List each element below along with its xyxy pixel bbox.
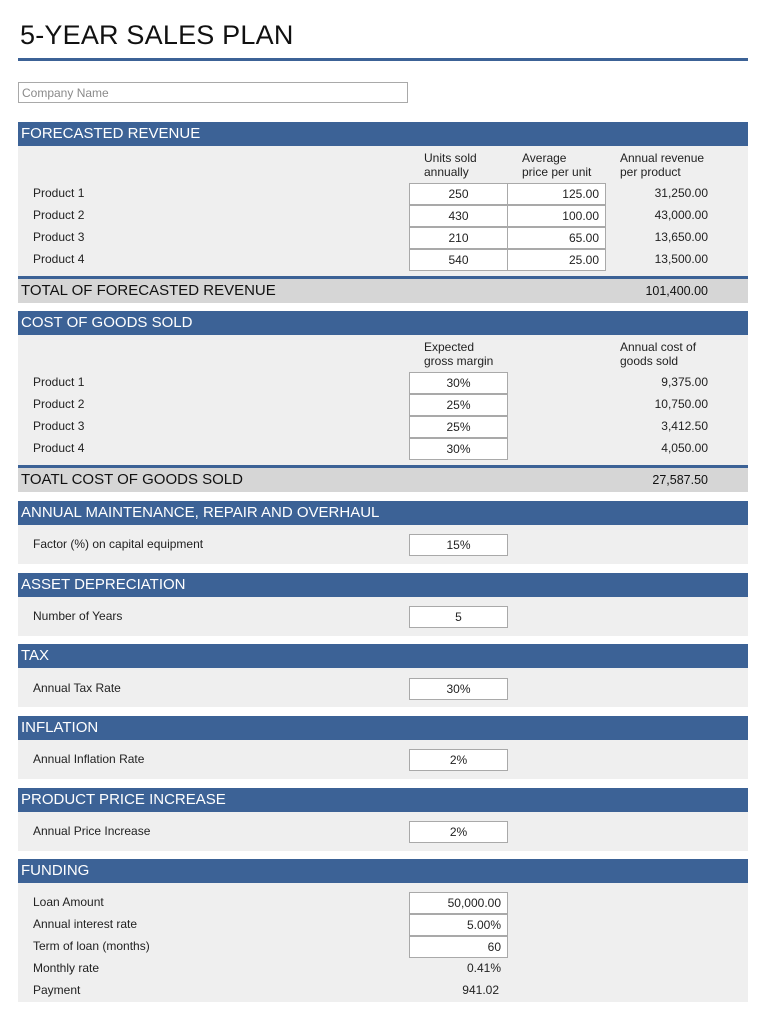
depreciation-years-cell[interactable]: 5 [409, 606, 508, 628]
inflation-rate-cell[interactable]: 2% [409, 749, 508, 771]
tax-rate-cell[interactable]: 30% [409, 678, 508, 700]
col-header-annual-revenue [620, 151, 704, 179]
units-sold-cell[interactable]: 540 [409, 249, 508, 271]
loan-term-label: Term of loan (months) [33, 939, 150, 953]
maintenance-factor-cell[interactable]: 15% [409, 534, 508, 556]
depreciation-years-label: Number of Years [33, 609, 123, 623]
units-sold-cell[interactable]: 210 [409, 227, 508, 249]
tax-panel [18, 668, 748, 707]
tax-rate-label: Annual Tax Rate [33, 681, 121, 695]
section-header-cost-of-goods-sold: COST OF GOODS SOLD [18, 311, 748, 335]
col-header-revenue-line2: per product [620, 165, 681, 179]
total-cogs-value: 27,587.50 [652, 473, 708, 487]
annual-cost-value: 4,050.00 [661, 441, 708, 455]
annual-revenue-value: 31,250.00 [654, 186, 708, 200]
annual-revenue-value: 13,500.00 [654, 252, 708, 266]
section-header-inflation: INFLATION [18, 716, 748, 740]
col-header-cost-line2: goods sold [620, 354, 679, 368]
annual-revenue-value: 13,650.00 [654, 230, 708, 244]
inflation-rate-label: Annual Inflation Rate [33, 752, 145, 766]
avg-price-cell[interactable]: 125.00 [507, 183, 606, 205]
col-header-units-line1: Units sold [424, 151, 477, 165]
title-divider [18, 58, 748, 61]
section-header-maintenance: ANNUAL MAINTENANCE, REPAIR AND OVERHAUL [18, 501, 748, 525]
section-header-forecasted-revenue: FORECASTED REVENUE [18, 122, 748, 146]
avg-price-cell[interactable]: 65.00 [507, 227, 606, 249]
col-header-cost-line1: Annual cost of [620, 340, 697, 354]
section-header-asset-depreciation: ASSET DEPRECIATION [18, 573, 748, 597]
col-header-avg-price [522, 151, 591, 179]
maintenance-factor-label: Factor (%) on capital equipment [33, 537, 204, 551]
units-sold-cell[interactable]: 250 [409, 183, 508, 205]
payment-label: Payment [33, 983, 81, 997]
cogs-row-label: Product 3 [33, 419, 85, 433]
gross-margin-cell[interactable]: 25% [409, 416, 508, 438]
revenue-row-label: Product 2 [33, 208, 85, 222]
gross-margin-cell[interactable]: 25% [409, 394, 508, 416]
col-header-units-line2: annually [424, 165, 469, 179]
annual-cost-value: 9,375.00 [661, 375, 708, 389]
interest-rate-label: Annual interest rate [33, 917, 138, 931]
col-header-revenue-line1: Annual revenue [620, 151, 705, 165]
col-header-margin-line2: gross margin [424, 354, 494, 368]
total-cogs-bar [18, 468, 748, 492]
revenue-row-label: Product 1 [33, 186, 85, 200]
cogs-row-label: Product 2 [33, 397, 85, 411]
payment-value: 941.02 [462, 983, 499, 997]
annual-revenue-value: 43,000.00 [654, 208, 708, 222]
total-cogs-label: TOATL COST OF GOODS SOLD [21, 471, 243, 488]
monthly-rate-label: Monthly rate [33, 961, 100, 975]
page-title: 5-YEAR SALES PLAN [20, 20, 294, 50]
price-increase-label: Annual Price Increase [33, 824, 151, 838]
col-header-annual-cost [620, 340, 696, 368]
interest-rate-cell[interactable]: 5.00% [409, 914, 508, 936]
company-name-input[interactable] [18, 82, 408, 103]
section-header-tax: TAX [18, 644, 748, 668]
price-increase-cell[interactable]: 2% [409, 821, 508, 843]
loan-amount-cell[interactable]: 50,000.00 [409, 892, 508, 914]
loan-amount-label: Loan Amount [33, 895, 104, 909]
total-revenue-bar [18, 279, 748, 303]
cogs-row-label: Product 4 [33, 441, 85, 455]
monthly-rate-value: 0.41% [466, 961, 501, 975]
cogs-row-label: Product 1 [33, 375, 85, 389]
revenue-row-label: Product 3 [33, 230, 85, 244]
section-header-price-increase: PRODUCT PRICE INCREASE [18, 788, 748, 812]
col-header-gross-margin [424, 340, 493, 368]
units-sold-cell[interactable]: 430 [409, 205, 508, 227]
avg-price-cell[interactable]: 25.00 [507, 249, 606, 271]
col-header-price-line1: Average [522, 151, 567, 165]
total-revenue-value: 101,400.00 [645, 284, 708, 298]
section-header-funding: FUNDING [18, 859, 748, 883]
loan-term-cell[interactable]: 60 [409, 936, 508, 958]
revenue-row-label: Product 4 [33, 252, 85, 266]
total-revenue-label: TOTAL OF FORECASTED REVENUE [21, 282, 276, 299]
col-header-margin-line1: Expected [424, 340, 475, 354]
avg-price-cell[interactable]: 100.00 [507, 205, 606, 227]
col-header-price-line2: price per unit [522, 165, 592, 179]
annual-cost-value: 3,412.50 [661, 419, 708, 433]
col-header-units-sold [424, 151, 477, 179]
annual-cost-value: 10,750.00 [654, 397, 708, 411]
gross-margin-cell[interactable]: 30% [409, 372, 508, 394]
gross-margin-cell[interactable]: 30% [409, 438, 508, 460]
depreciation-panel [18, 597, 748, 636]
